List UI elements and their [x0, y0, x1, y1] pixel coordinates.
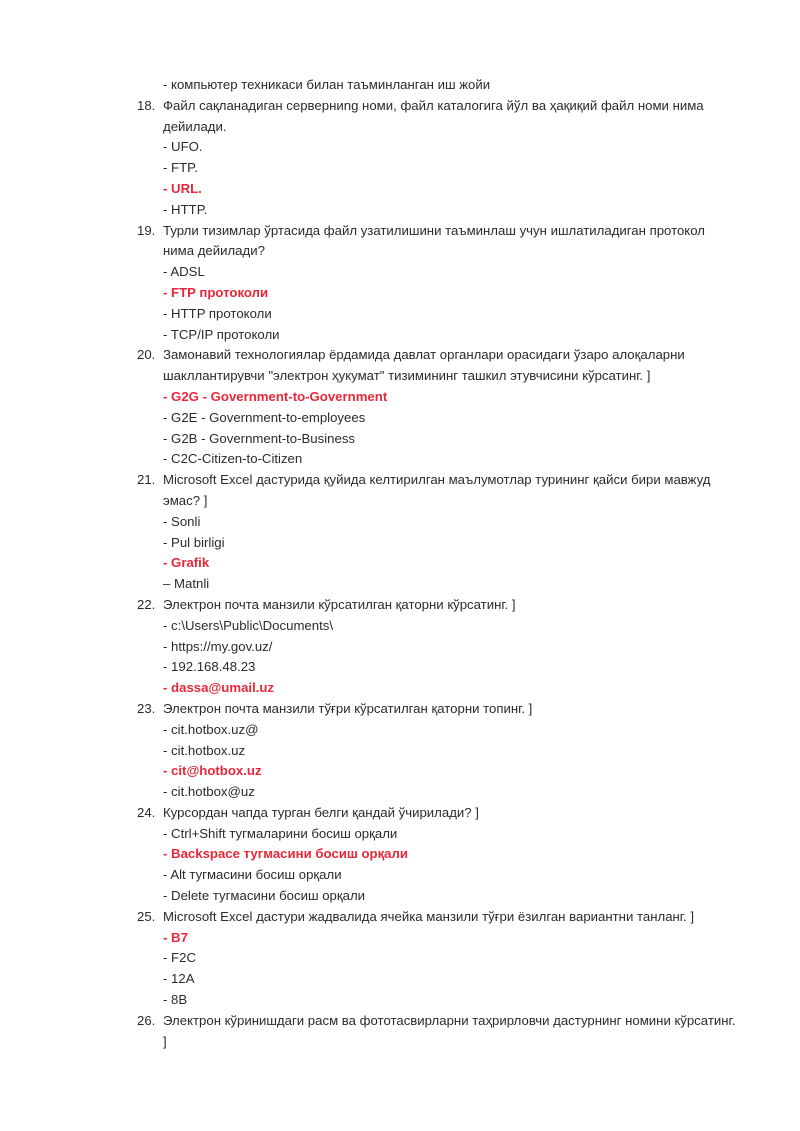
question-text: Турли тизимлар ўртасида файл узатилишини таъминлаш учун ишлатиладиган протокол нима дейилади?: [163, 222, 705, 259]
answer-option-correct: - Backspace тугмасини босиш орқали: [163, 846, 408, 862]
question-text: Замонавий технологиялар ёрдамида давлат органлари орасидаги ўзаро алоқаларни шакллантирувчи "электрон ҳукумат" тизимининг ташкил этувчисини кўрсатинг. ]: [163, 347, 685, 384]
answer-option: - UFO.: [163, 139, 203, 155]
answer-option: - 8B: [163, 992, 188, 1008]
question-block: [0, 470, 800, 595]
question-block: [0, 907, 800, 1011]
question-block: [0, 221, 800, 346]
answer-option-correct: - dassa@umail.uz: [163, 680, 275, 696]
answer-option: - ADSL: [163, 264, 205, 280]
answer-option: - Pul birligi: [163, 534, 225, 550]
question-block: [0, 1011, 800, 1053]
question-block: [0, 595, 800, 699]
answer-option: - G2B - Government-to-Business: [163, 430, 356, 446]
answer-option: - Alt тугмасини босиш орқали: [163, 867, 342, 883]
answer-option: - Delete тугмасини босиш орқали: [163, 888, 366, 904]
question-row: [0, 907, 800, 928]
answer-option: - 12A: [163, 971, 195, 987]
answer-option: - Ctrl+Shift тугмаларини босиш орқали: [163, 825, 398, 841]
question-row: [0, 595, 800, 616]
question-text: Microsoft Excel дастурида қуйида келтирилган маълумотлар турининг қайси бири мавжуд эмас? ]: [163, 472, 711, 508]
question-block: [0, 699, 800, 803]
answer-option: - FTP.: [163, 160, 198, 176]
question-row: [0, 96, 800, 138]
answer-option: - TCP/IP протоколи: [163, 326, 280, 342]
question-row: [0, 345, 800, 387]
answer-option: - cit.hotbox@uz: [163, 784, 255, 800]
answer-option-correct: - Grafik: [163, 555, 210, 571]
answer-option: - G2E - Government-to-employees: [163, 409, 366, 425]
question-block: [0, 96, 800, 221]
answer-option: – Matnli: [163, 576, 210, 592]
question-number: 21.: [137, 472, 156, 488]
answer-option: - C2C-Citizen-to-Citizen: [163, 451, 303, 467]
answer-option-correct: - URL.: [163, 180, 202, 196]
question-row: [0, 470, 800, 512]
question-number: 18.: [137, 97, 156, 113]
answer-option: - HTTP.: [163, 201, 208, 217]
question-number: 24.: [137, 804, 156, 820]
question-list: [0, 75, 800, 1052]
question-text: Электрон почта манзили кўрсатилган қаторни кўрсатинг. ]: [163, 596, 516, 612]
answer-option-correct: - cit@hotbox.uz: [163, 763, 262, 779]
answer-option: - 192.168.48.23: [163, 659, 256, 675]
question-row: [0, 221, 800, 263]
answer-option: - Sonli: [163, 513, 201, 529]
question-block: [0, 345, 800, 470]
question-text: Электрон почта манзили тўғри кўрсатилган қаторни топинг. ]: [163, 700, 533, 716]
question-row: [0, 1011, 800, 1053]
question-number: 25.: [137, 908, 156, 924]
question-number: 23.: [137, 700, 156, 716]
answer-option: - cit.hotbox.uz: [163, 742, 246, 758]
answer-option: - c:\Users\Public\Documents\: [163, 617, 334, 633]
answer-option-correct: - G2G - Government-to-Government: [163, 388, 388, 404]
answer-option: - HTTP протоколи: [163, 305, 272, 321]
question-number: 19.: [137, 222, 156, 238]
question-text: Электрон кўринишдаги расм ва фототасвирларни таҳрирловчи дастурнинг номини кўрсатинг. ]: [163, 1012, 736, 1049]
question-block: [0, 803, 800, 907]
question-text: Курсордан чапда турган белги қандай ўчирилади? ]: [163, 804, 479, 820]
question-number: 20.: [137, 347, 156, 363]
question-row: [0, 699, 800, 720]
answer-option-correct: - FTP протоколи: [163, 284, 269, 300]
answer-option: - F2C: [163, 950, 196, 966]
answer-option-correct: - B7: [163, 929, 188, 945]
answer-option: - https://my.gov.uz/: [163, 638, 273, 654]
question-row: [0, 803, 800, 824]
question-number: 22.: [137, 596, 156, 612]
question-text: Microsoft Excel дастури жадвалида ячейка манзили тўғри ёзилган вариантни танланг. ]: [163, 908, 695, 924]
question-number: 26.: [137, 1012, 156, 1028]
answer-option: - cit.hotbox.uz@: [163, 721, 259, 737]
question-text: Файл сақланадиган серверниng номи, файл каталогига йўл ва ҳақиқий файл номи нима дейилади.: [163, 97, 704, 134]
intro-option: - компьютер техникаси билан таъминланган иш жойи: [163, 77, 491, 92]
